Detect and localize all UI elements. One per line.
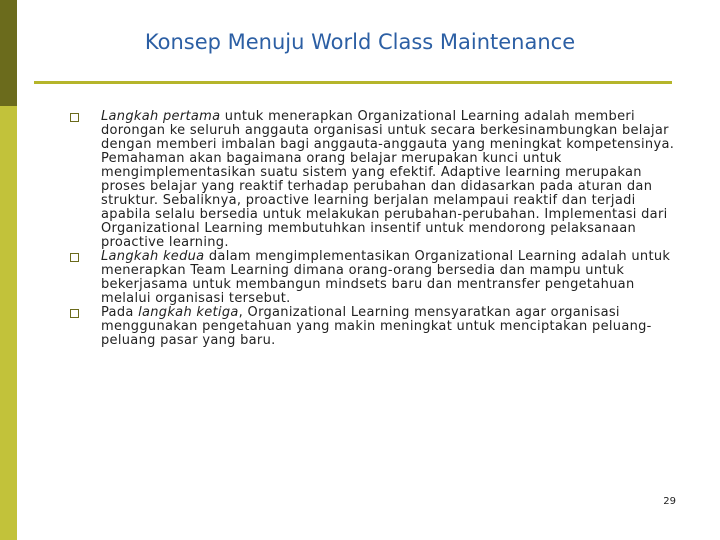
bullet-italic-text: Langkah pertama bbox=[101, 109, 221, 124]
hollow-square-bullet-icon bbox=[70, 113, 79, 122]
bullet-italic-text: langkah ketiga bbox=[138, 305, 239, 320]
bullet-body-text: untuk menerapkan Organizational Learning adalah memberi dorongan ke seluruh anggauta organisasi untuk secara berkesinambungkan belajar dengan memberi imbalan bagi anggauta-anggauta yang meningkat kompetensinya. Pemahaman akan bagaimana orang belajar merupakan kunci untuk mengimplementasikan suatu sistem yang efektif. Adaptive learning merupakan proses belajar yang reaktif terhadap perubahan dan didasarkan pada aturan dan struktur. Sebaliknya, proactive learning berjalan melampaui reaktif dan terjadi apabila selalu bersedia untuk melakukan perubahan-perubahan. Implementasi dari Organizational Learning membutuhkan insentif untuk mendorong pelaksanaan proactive learning. bbox=[101, 109, 675, 250]
bullet-item-2 bbox=[70, 250, 682, 306]
bullet-item-1 bbox=[70, 110, 682, 250]
bullet-item-3 bbox=[70, 306, 682, 348]
page-number: 29 bbox=[663, 496, 676, 507]
bullet-lead-text: Pada bbox=[101, 305, 139, 320]
bullet-body-text: dalam mengimplementasikan Organizational Learning adalah untuk menerapkan Team Learning dimana orang-orang bersedia dan mampu untuk bekerjasama untuk membangun mindsets baru dan mentransfer pengetahuan melalui organisasi tersebut. bbox=[101, 249, 671, 306]
bullet-list bbox=[70, 110, 682, 348]
title-divider bbox=[34, 81, 672, 84]
hollow-square-bullet-icon bbox=[70, 309, 79, 318]
sidebar-accent-top bbox=[0, 0, 17, 106]
hollow-square-bullet-icon bbox=[70, 253, 79, 262]
sidebar-accent-bar bbox=[0, 0, 17, 540]
sidebar-accent-bottom bbox=[0, 106, 17, 540]
slide-title: Konsep Menuju World Class Maintenance bbox=[144, 30, 576, 54]
bullet-body-text: , Organizational Learning mensyaratkan agar organisasi menggunakan pengetahuan yang makin meningkat untuk menciptakan peluang-peluang pasar yang baru. bbox=[101, 305, 652, 348]
bullet-italic-text: Langkah kedua bbox=[101, 249, 205, 264]
